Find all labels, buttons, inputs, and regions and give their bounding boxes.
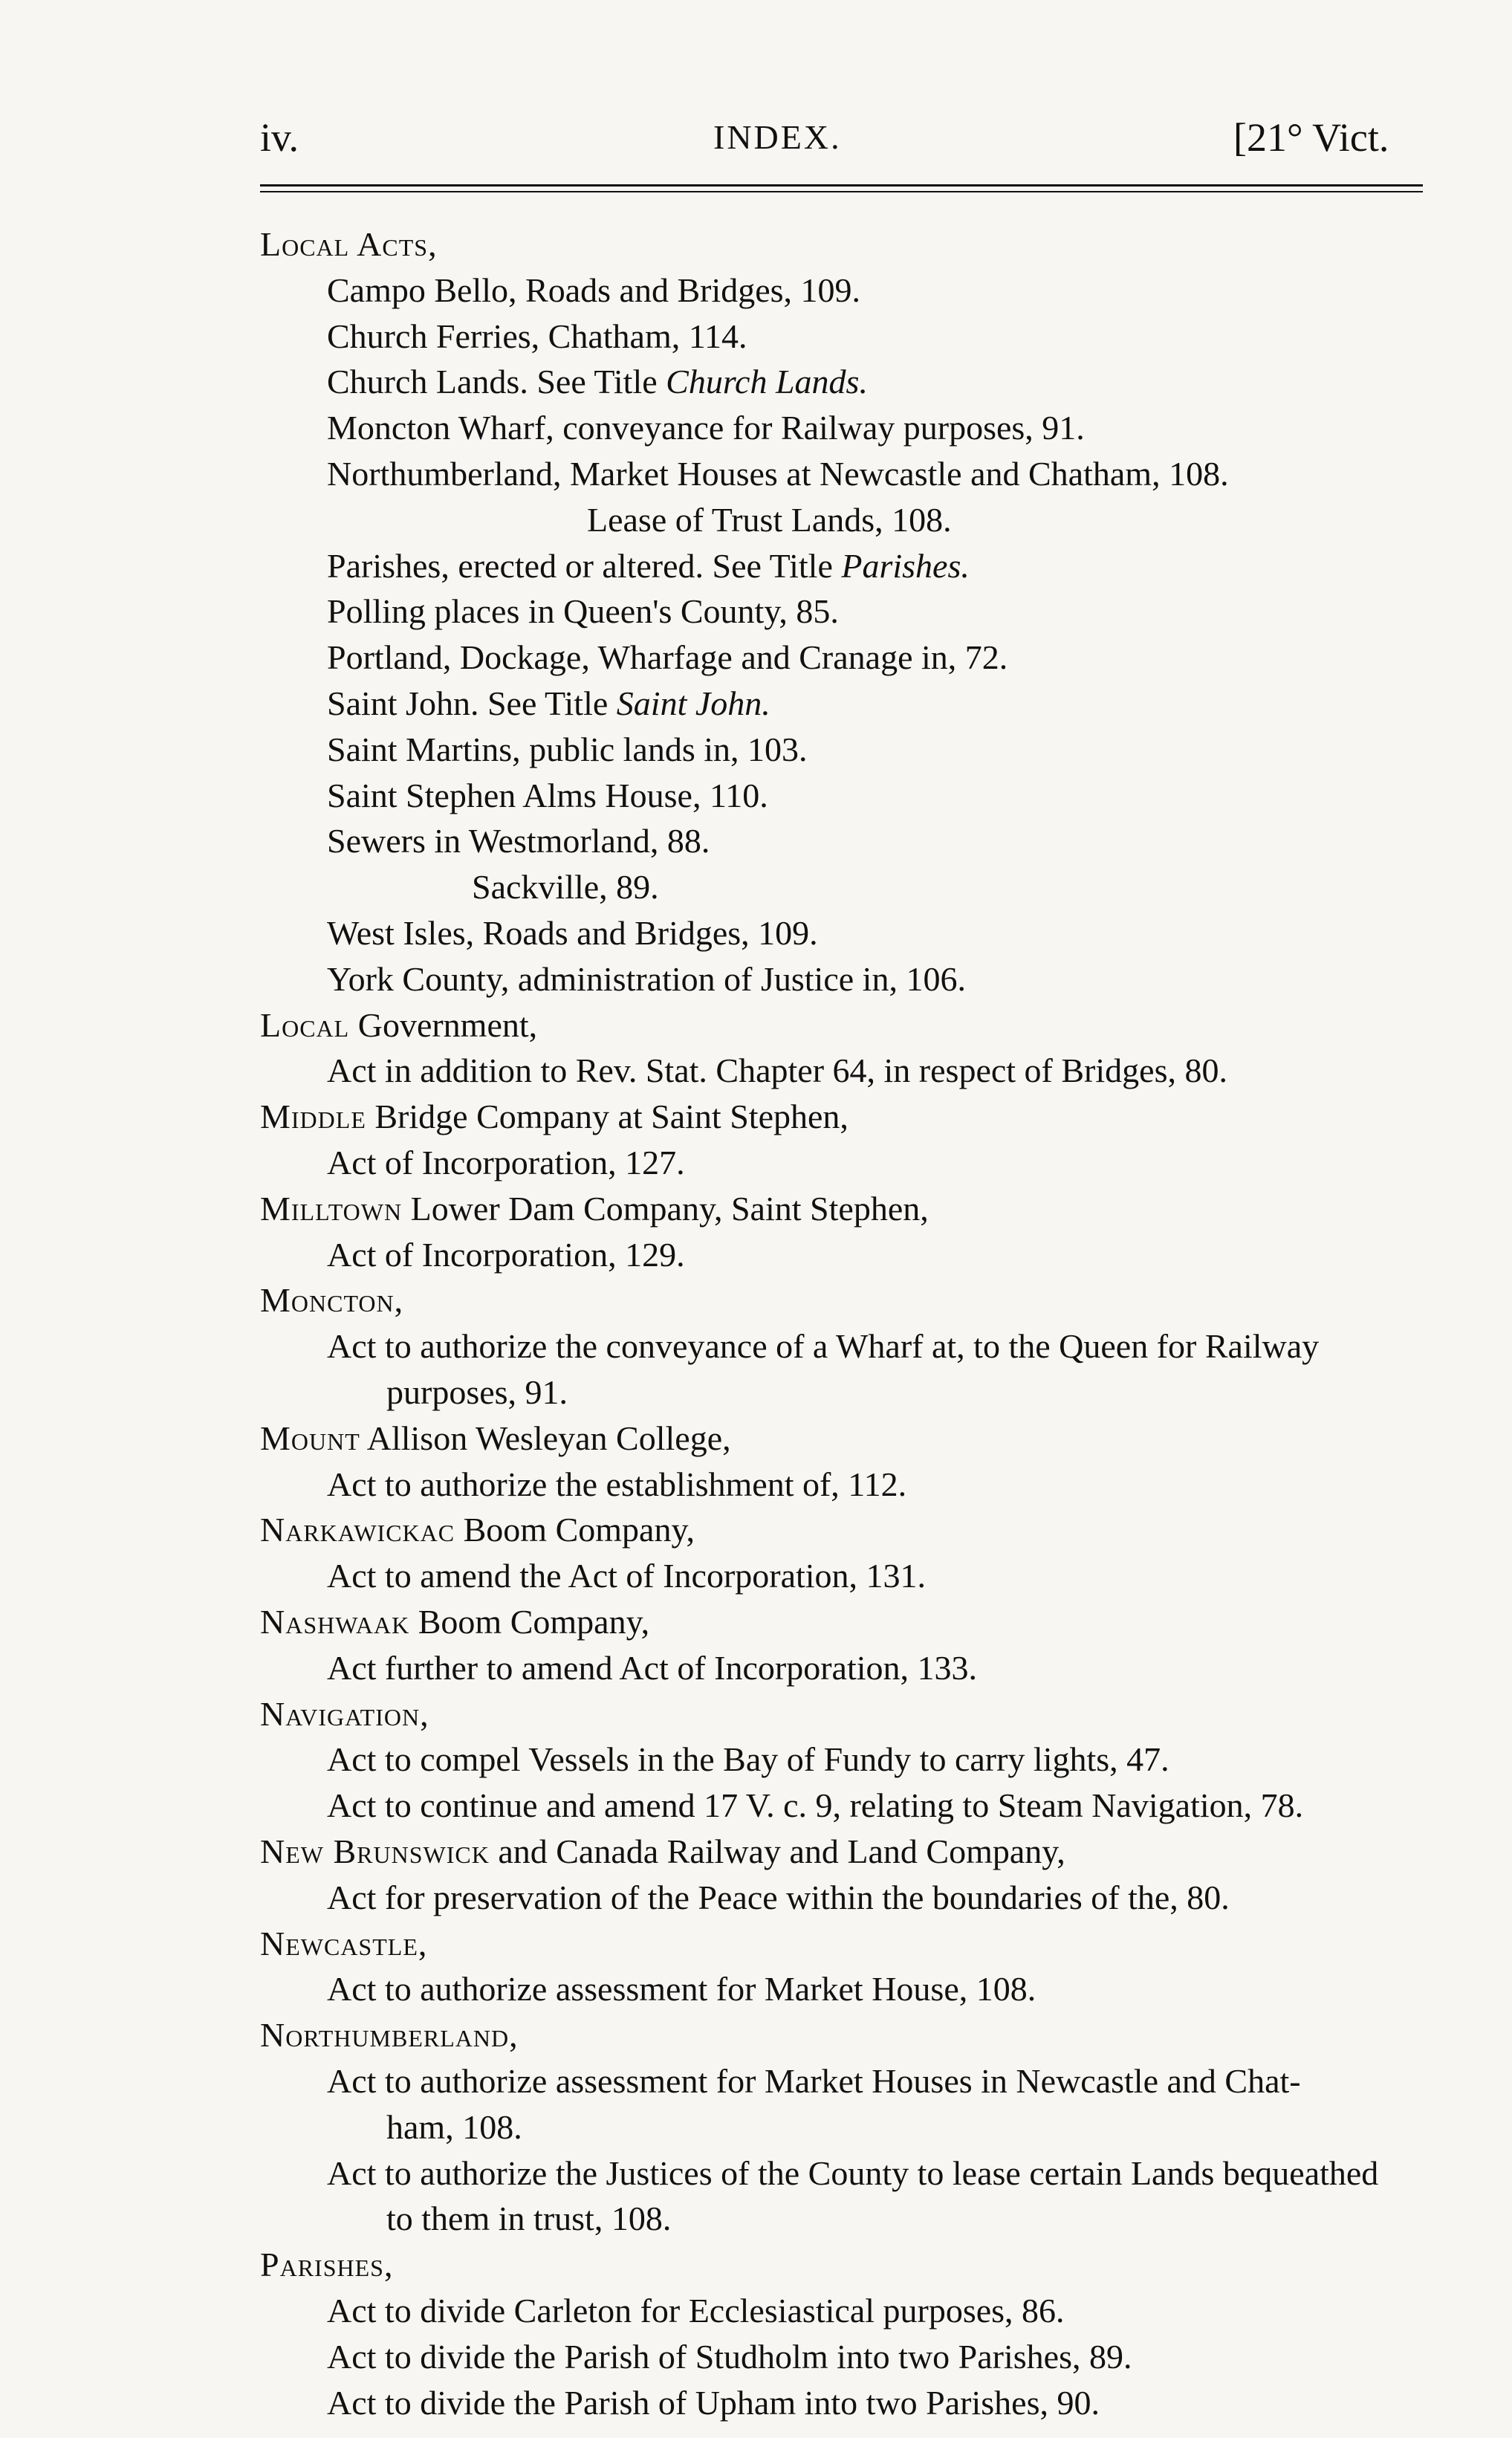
index-entry [327, 773, 768, 819]
entry-text: Saint John. See Title [327, 684, 617, 722]
index-entry [327, 543, 970, 589]
index-heading [260, 1277, 403, 1323]
index-entry [327, 1875, 1230, 1921]
cross-reference-title: Parishes. [841, 546, 970, 585]
index-entry [327, 268, 860, 314]
entry-text: York County, administration of Justice in, 106. [327, 959, 966, 998]
entry-text: Act to authorize the conveyance of a Wharf at, to the Queen for Railway [327, 1327, 1320, 1366]
index-heading [260, 1507, 695, 1553]
index-entry [327, 1966, 1036, 2012]
entry-text: Act to amend the Act of Incorporation, 131. [327, 1557, 927, 1595]
index-entry [327, 1645, 977, 1691]
index-entry [327, 1553, 926, 1599]
index-heading [260, 1094, 849, 1140]
entry-text: Lease of Trust Lands, 108. [587, 500, 952, 539]
entry-text: Act to divide the Parish of Studholm into two Parishes, 89. [327, 2337, 1132, 2376]
page-number: iv. [260, 115, 299, 160]
heading-term: Mount [260, 1419, 360, 1457]
heading-term: Narkawickac [260, 1511, 455, 1549]
header-rule-thin [260, 191, 1423, 192]
entry-text: Bridge Company at Saint Stephen, [366, 1098, 849, 1136]
index-entry [386, 1369, 568, 1416]
index-entry [327, 681, 770, 727]
index-entry [327, 818, 710, 864]
entry-text: purposes, 91. [386, 1373, 568, 1411]
heading-term: Milltown [260, 1189, 403, 1228]
index-entry [327, 1462, 906, 1508]
entry-text: Act to compel Vessels in the Bay of Fundy to carry lights, 47. [327, 1740, 1169, 1779]
cross-reference-title: Saint John. [616, 684, 770, 722]
heading-term: Local Acts, [260, 225, 438, 263]
index-entry [386, 2196, 671, 2242]
index-entry [386, 2104, 522, 2150]
entry-text: Act to authorize the establishment of, 112. [327, 1465, 907, 1503]
index-heading [260, 1599, 649, 1645]
index-heading [260, 221, 438, 268]
entry-text: Northumberland, Market Houses at Newcastle and Chatham, 108. [327, 455, 1229, 493]
entry-text: Lower Dam Company, Saint Stephen, [402, 1189, 929, 1228]
entry-text: to them in trust, 108. [386, 2199, 672, 2238]
heading-term: Moncton, [260, 1281, 404, 1320]
index-entry [327, 1232, 685, 1278]
index-heading [260, 2012, 519, 2058]
index-entry [327, 1323, 1319, 1369]
index-entry [327, 1048, 1227, 1094]
heading-term: New Brunswick [260, 1832, 490, 1870]
entry-text: Act of Incorporation, 129. [327, 1235, 685, 1274]
entry-text: Church Ferries, Chatham, 114. [327, 317, 747, 355]
entry-text: Parishes, erected or altered. See Title [327, 546, 842, 585]
index-entry [327, 2288, 1065, 2334]
index-entry [327, 2058, 1301, 2104]
entry-text: ham, 108. [386, 2107, 522, 2146]
index-entry [327, 1783, 1303, 1829]
entry-text: Boom Company, [409, 1603, 650, 1641]
header-rule [260, 184, 1423, 187]
index-heading [260, 1002, 537, 1048]
index-entry [472, 864, 659, 910]
entry-text: Act to authorize the Justices of the County to lease certain Lands bequeathed [327, 2153, 1379, 2192]
entry-text: Campo Bello, Roads and Bridges, 109. [327, 270, 861, 309]
entry-text: Government, [349, 1005, 538, 1044]
heading-term: Nashwaak [260, 1603, 410, 1641]
index-entry [327, 910, 818, 956]
index-entry [327, 2334, 1132, 2380]
heading-term: Parishes, [260, 2246, 394, 2284]
entry-text: Act in addition to Rev. Stat. Chapter 64, in respect of Bridges, 80. [327, 1051, 1227, 1090]
index-entry [327, 405, 1085, 451]
index-entry [327, 359, 868, 405]
heading-term: Local [260, 1005, 350, 1044]
index-entry [327, 727, 808, 773]
entry-text: Act to divide the Parish of Upham into two Parishes, 90. [327, 2383, 1100, 2422]
index-heading [260, 1691, 429, 1737]
index-entry [327, 956, 966, 1002]
heading-term: Newcastle, [260, 1924, 428, 1962]
entry-text: Allison Wesleyan College, [360, 1419, 731, 1457]
index-heading [260, 1416, 731, 1462]
index-heading [260, 1829, 1065, 1875]
index-entry [327, 635, 1008, 681]
entry-text: West Isles, Roads and Bridges, 109. [327, 914, 818, 952]
index-entry [327, 314, 747, 360]
entry-text: Sewers in Westmorland, 88. [327, 822, 710, 860]
index-entry [327, 1737, 1169, 1783]
entry-text: Polling places in Queen's County, 85. [327, 592, 839, 631]
index-entry [327, 1140, 685, 1186]
cross-reference-title: Church Lands. [666, 363, 868, 401]
entry-text: Act to authorize assessment for Market House, 108. [327, 1970, 1036, 2009]
entry-text: and Canada Railway and Land Company, [489, 1832, 1065, 1870]
index-entry [327, 2380, 1100, 2426]
entry-text: Act to authorize assessment for Market Houses in Newcastle and Chat- [327, 2062, 1301, 2100]
heading-term: Northumberland, [260, 2016, 519, 2055]
heading-term: Navigation, [260, 1694, 429, 1733]
entry-text: Act to continue and amend 17 V. c. 9, relating to Steam Navigation, 78. [327, 1786, 1304, 1825]
entry-text: Saint Martins, public lands in, 103. [327, 730, 808, 768]
entry-text: Church Lands. See Title [327, 363, 666, 401]
entry-text: Moncton Wharf, conveyance for Railway purposes, 91. [327, 409, 1085, 447]
session-label: [21° Vict. [1233, 115, 1389, 160]
entry-text: Act further to amend Act of Incorporation, 133. [327, 1648, 978, 1687]
entry-text: Act to divide Carleton for Ecclesiastical purposes, 86. [327, 2292, 1065, 2330]
entry-text: Saint Stephen Alms House, 110. [327, 776, 768, 814]
index-entry [327, 589, 839, 635]
entry-text: Portland, Dockage, Wharfage and Cranage in, 72. [327, 638, 1008, 677]
entry-text: Boom Company, [455, 1511, 695, 1549]
index-heading [260, 2242, 393, 2288]
index-entry [327, 2150, 1378, 2197]
entry-text: Act of Incorporation, 127. [327, 1144, 685, 1181]
index-entry [587, 497, 952, 543]
index-heading [260, 1186, 929, 1232]
page-title: INDEX. [713, 118, 842, 156]
entry-text: Sackville, 89. [472, 868, 659, 907]
index-heading [260, 1921, 427, 1967]
entry-text: Act for preservation of the Peace within the boundaries of the, 80. [327, 1878, 1230, 1916]
heading-term: Middle [260, 1098, 366, 1136]
index-entry [327, 451, 1229, 497]
